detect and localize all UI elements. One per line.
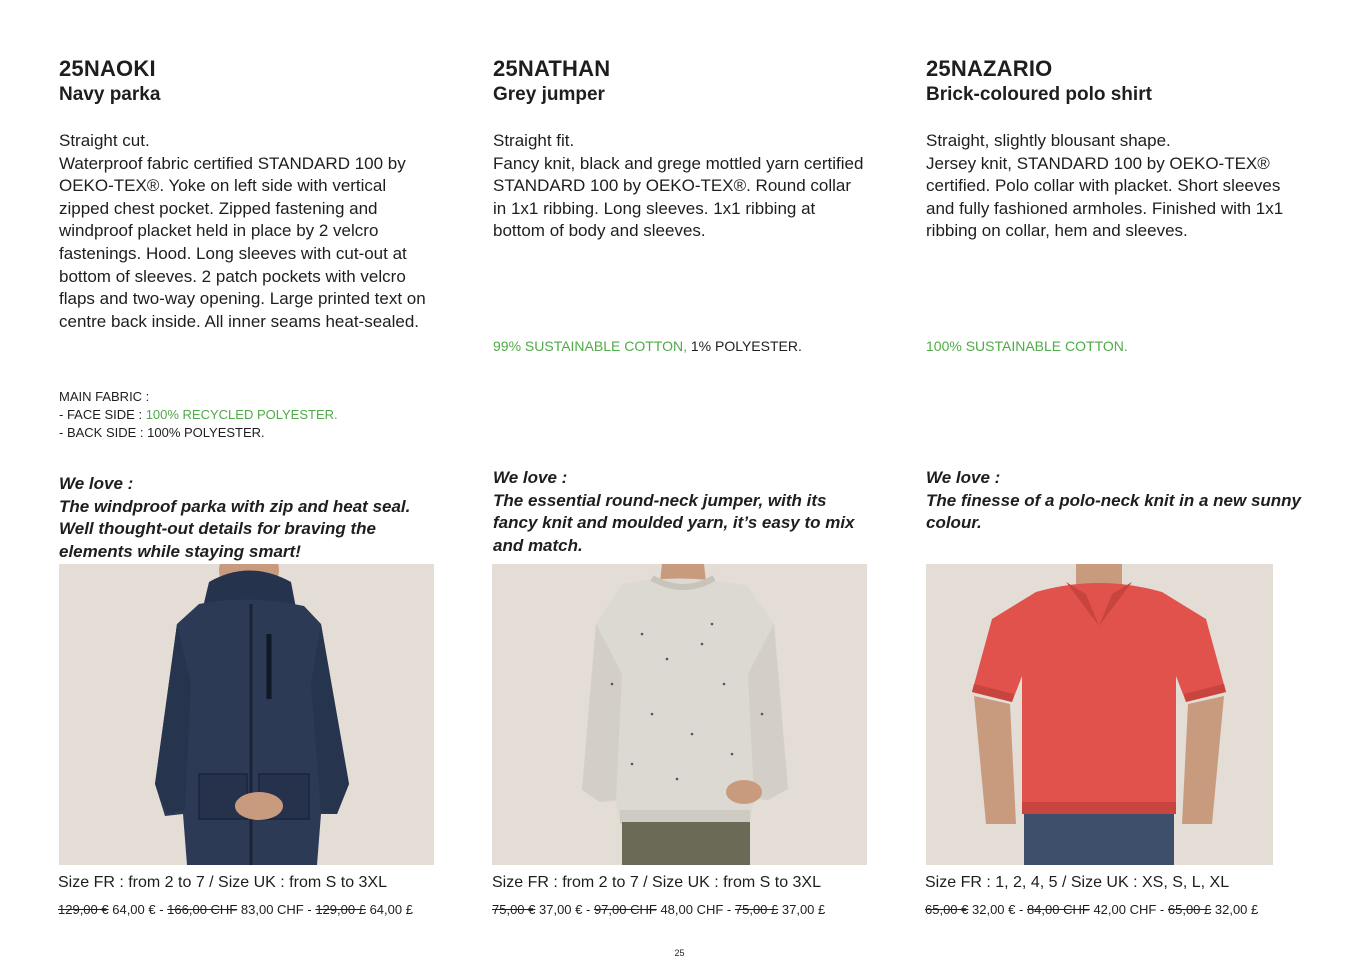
product-ref: 25NAOKI — [59, 56, 156, 81]
price-chf-old: 166,00 CHF — [167, 902, 238, 917]
composition-heading: MAIN FABRIC : — [59, 389, 150, 404]
composition-back: - BACK SIDE : 100% POLYESTER. — [59, 425, 265, 440]
price-eur-old: 65,00 € — [925, 902, 969, 917]
size-info: Size FR : from 2 to 7 / Size UK : from S to 3XL — [492, 874, 821, 891]
product-description — [926, 130, 1298, 243]
composition — [493, 337, 802, 355]
description-line: Straight, slightly blousant shape. — [926, 131, 1171, 150]
description-line: Jersey knit, STANDARD 100 by OEKO-TEX® certified. Polo collar with placket. Short sleeves and fully fashioned armholes. Finished with 1x1 ribbing on collar, hem and sleeves. — [926, 153, 1284, 241]
price-chf-new: 42,00 CHF — [1093, 902, 1157, 917]
price-info: 75,00 € 37,00 € - 97,00 CHF 48,00 CHF - 75,00 £ 37,00 £ — [492, 902, 826, 917]
face-value: 100% RECYCLED POLYESTER. — [145, 407, 338, 422]
price-eur-new: 32,00 € — [972, 902, 1016, 917]
composition — [926, 337, 1128, 355]
we-love — [926, 467, 1306, 535]
we-love-heading: We love : — [59, 474, 134, 493]
price-info: 65,00 € 32,00 € - 84,00 CHF 42,00 CHF - 65,00 £ 32,00 £ — [925, 902, 1259, 917]
we-love-text: The essential round-neck jumper, with its fancy knit and moulded yarn, it’s easy to mix and match. — [493, 490, 855, 555]
product-photo-polo — [926, 564, 1273, 865]
jumper-illustration — [492, 564, 867, 865]
product-photo-parka — [59, 564, 434, 865]
price-eur-old: 129,00 € — [58, 902, 109, 917]
polo-illustration — [926, 564, 1273, 865]
we-love-heading: We love : — [493, 468, 568, 487]
composition-green: 100% SUSTAINABLE COTTON. — [926, 338, 1128, 354]
we-love — [493, 467, 873, 557]
price-gbp-new: 32,00 £ — [1214, 902, 1259, 917]
description-line: Waterproof fabric certified STANDARD 100 by OEKO-TEX®. Yoke on left side with vertical zipped chest pocket. Zipped fastening and windproof placket held in place by 2 velcro fastenings. Hood. Long sleeves with cut-out at bottom of sleeves. 2 patch pockets with velcro flaps and two-way opening. Large printed text on centre back inside. All inner seams heat-sealed. — [59, 153, 426, 331]
composition-green: 99% SUSTAINABLE COTTON, — [493, 338, 687, 354]
price-eur-old: 75,00 € — [492, 902, 536, 917]
price-gbp-new: 37,00 £ — [781, 902, 826, 917]
size-info: Size FR : from 2 to 7 / Size UK : from S to 3XL — [58, 874, 387, 891]
price-chf-old: 84,00 CHF — [1026, 902, 1090, 917]
product-name: Grey jumper — [493, 84, 605, 105]
we-love-text: The windproof parka with zip and heat seal. Well thought-out details for braving the elements while staying smart! — [59, 496, 411, 561]
we-love — [59, 473, 439, 563]
description-line: Straight fit. — [493, 131, 575, 150]
price-eur-new: 37,00 € — [539, 902, 583, 917]
price-eur-new: 64,00 € — [112, 902, 156, 917]
description-line: Fancy knit, black and grege mottled yarn certified STANDARD 100 by OEKO-TEX®. Round collar in 1x1 ribbing. Long sleeves. 1x1 ribbing at bottom of body and sleeves. — [493, 153, 864, 241]
product-description — [59, 130, 431, 333]
composition-rest: 1% POLYESTER. — [686, 338, 802, 354]
product-photo-jumper — [492, 564, 867, 865]
composition-face — [59, 406, 338, 424]
price-gbp-old: 65,00 £ — [1167, 902, 1212, 917]
price-gbp-old: 129,00 £ — [315, 902, 366, 917]
composition — [59, 388, 338, 442]
we-love-heading: We love : — [926, 468, 1001, 487]
price-gbp-old: 75,00 £ — [734, 902, 779, 917]
product-description — [493, 130, 865, 243]
description-line: Straight cut. — [59, 131, 150, 150]
product-name: Brick-coloured polo shirt — [926, 84, 1152, 105]
price-chf-new: 48,00 CHF — [660, 902, 724, 917]
price-chf-old: 97,00 CHF — [593, 902, 657, 917]
product-ref: 25NAZARIO — [926, 56, 1053, 81]
we-love-text: The finesse of a polo-neck knit in a new sunny colour. — [926, 490, 1302, 533]
product-name: Navy parka — [59, 84, 161, 105]
page-number: 25 — [674, 948, 685, 958]
product-ref: 25NATHAN — [493, 56, 611, 81]
face-label: - FACE SIDE : — [59, 407, 146, 422]
parka-illustration — [59, 564, 434, 865]
price-gbp-new: 64,00 £ — [369, 902, 413, 917]
price-chf-new: 83,00 CHF — [240, 902, 304, 917]
price-info: 129,00 € 64,00 € - 166,00 CHF 83,00 CHF - 129,00 £ 64,00 £ — [58, 902, 413, 917]
size-info: Size FR : 1, 2, 4, 5 / Size UK : XS, S, L, XL — [925, 874, 1230, 891]
